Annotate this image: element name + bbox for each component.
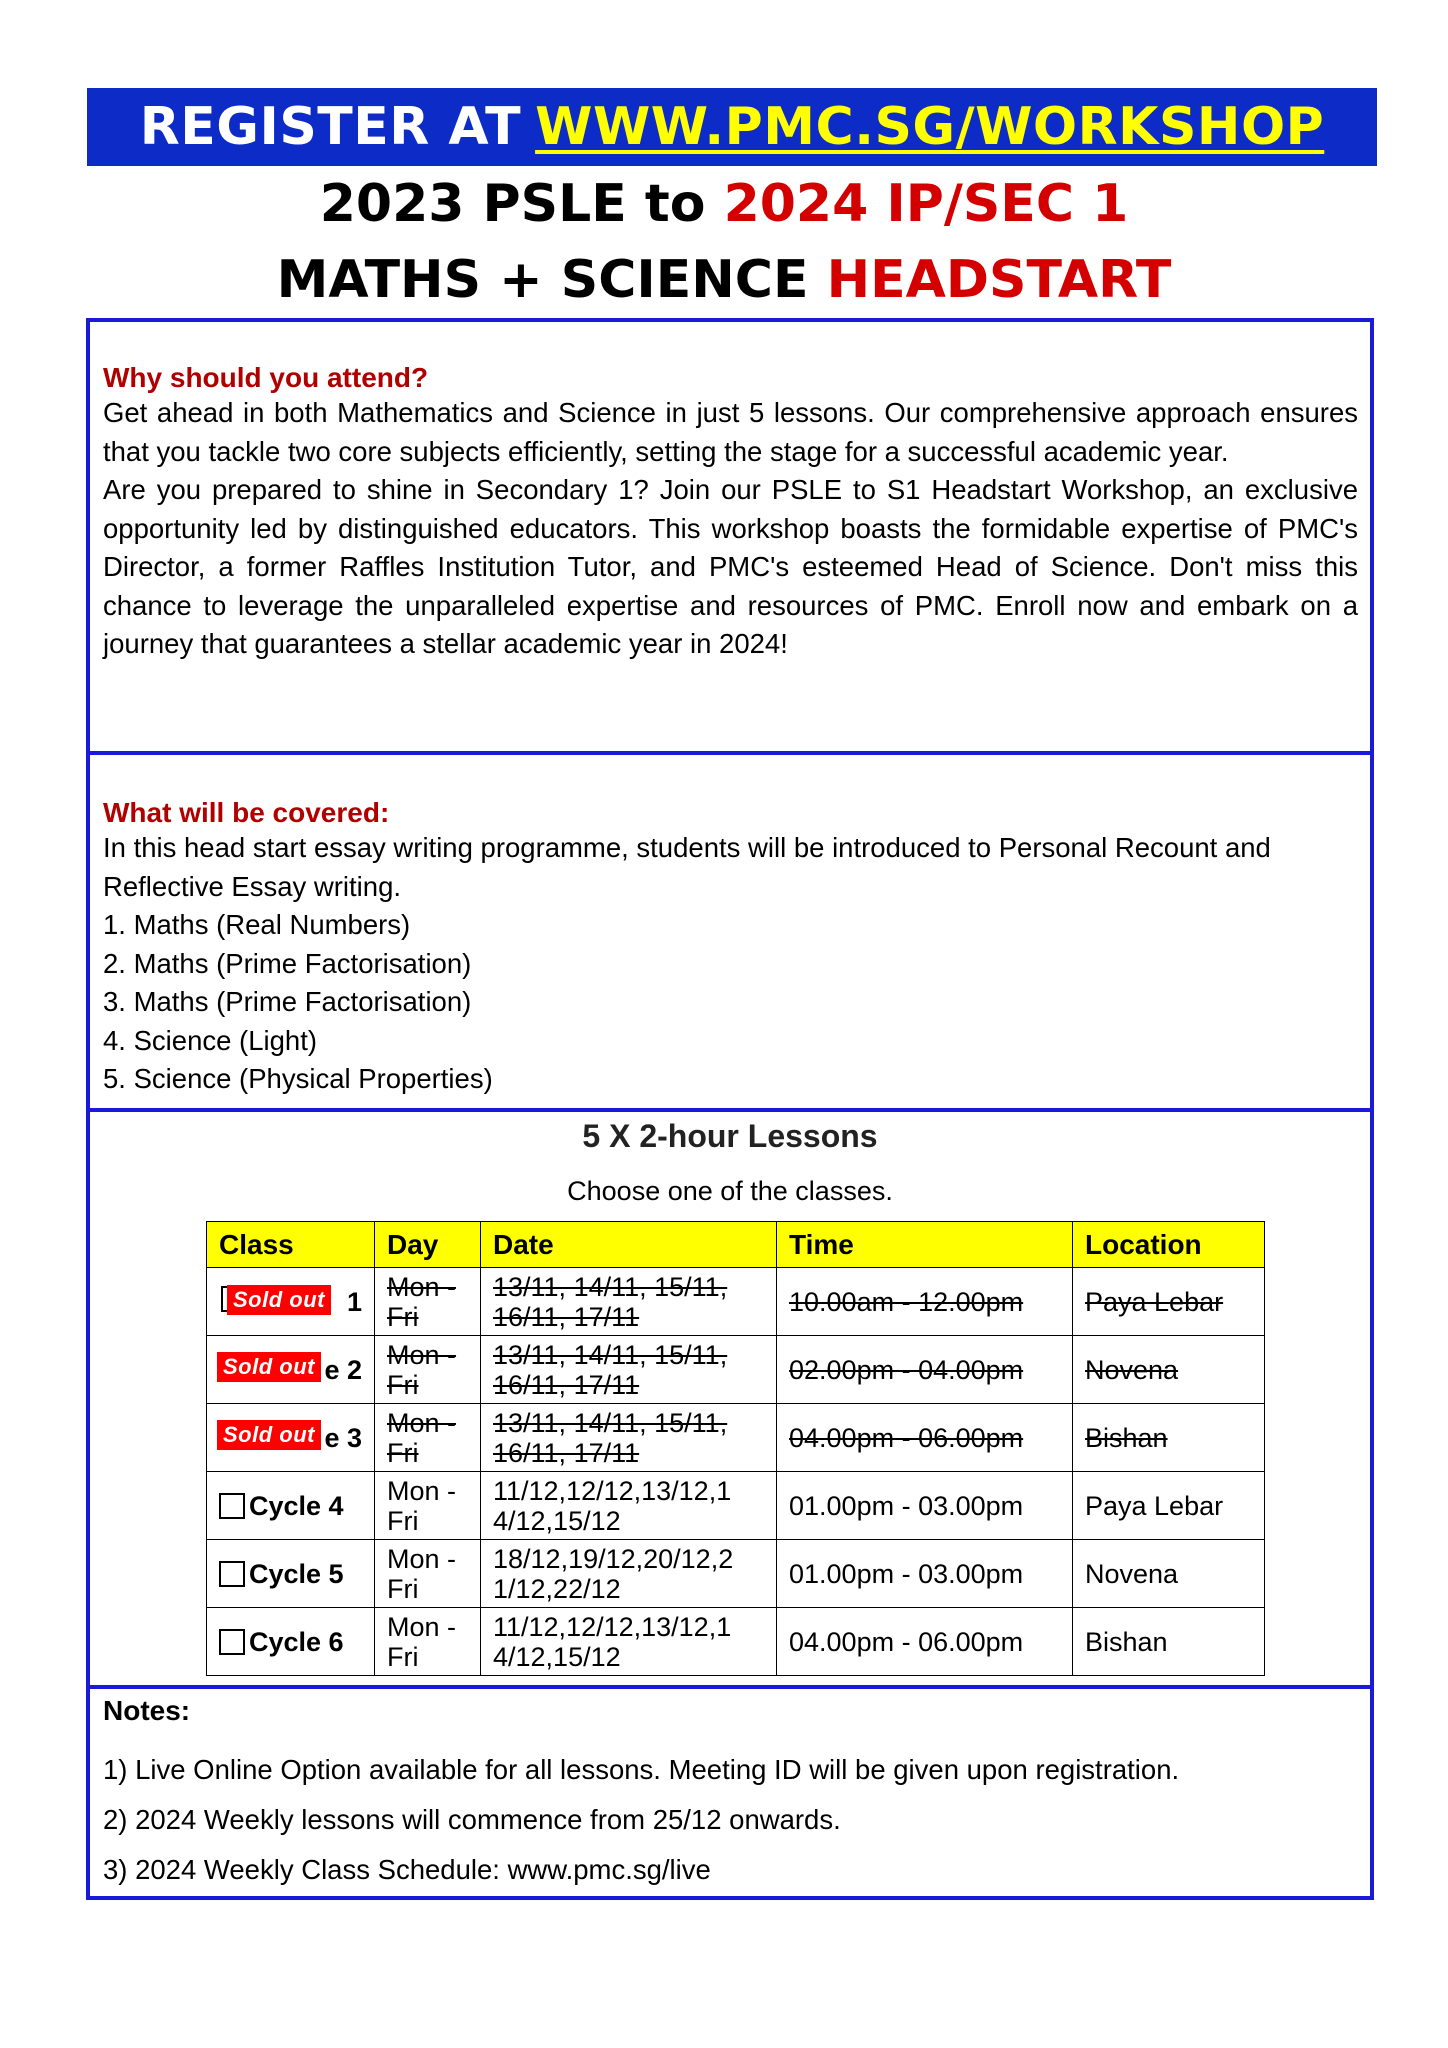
title-line-1-red: 2024 IP/SEC 1 — [723, 174, 1129, 234]
coverage-intro: In this head start essay writing programme, students will be introduced to Personal Recount and Reflective Essay writing. — [103, 832, 1271, 902]
date-cell: 18/12,19/12,20/12,2 1/12,22/12 — [481, 1540, 777, 1608]
note-item: 1) Live Online Option available for all lessons. Meeting ID will be given upon registration. — [103, 1754, 1180, 1785]
class-label: e 2 — [324, 1354, 362, 1385]
location-cell: Bishan — [1073, 1404, 1265, 1472]
table-row — [207, 1540, 1265, 1608]
coverage-item: 1. Maths (Real Numbers) — [103, 909, 411, 940]
coverage-item: 4. Science (Light) — [103, 1024, 317, 1056]
col-header-date: Date — [481, 1222, 777, 1268]
lessons-subtitle: Choose one of the classes. — [567, 1176, 893, 1206]
coverage-item: 2. Maths (Prime Factorisation) — [103, 947, 472, 979]
col-header-time: Time — [777, 1222, 1073, 1268]
schedule-table — [206, 1221, 1265, 1676]
note-item: 2) 2024 Weekly lessons will commence from 25/12 onwards. — [103, 1804, 841, 1835]
note-item: 3) 2024 Weekly Class Schedule: www.pmc.sg/live — [103, 1854, 711, 1885]
table-row — [207, 1268, 1265, 1336]
lessons-section — [86, 1108, 1374, 1689]
location-cell: Novena — [1073, 1540, 1265, 1608]
time-cell: 04.00pm - 06.00pm — [777, 1404, 1073, 1472]
coverage-item: 3. Maths (Prime Factorisation) — [103, 986, 472, 1017]
coverage-section — [86, 751, 1374, 1112]
class-cell[interactable] — [207, 1472, 375, 1540]
checkbox[interactable] — [219, 1629, 245, 1655]
date-cell: 13/11, 14/11, 15/11, 16/11, 17/11 — [481, 1404, 777, 1472]
day-cell: Mon - Fri — [375, 1336, 481, 1404]
col-header-location: Location — [1073, 1222, 1265, 1268]
title-line-1-black: 2023 PSLE to — [319, 174, 706, 234]
class-label: Cycle 6 — [249, 1626, 344, 1657]
class-cell[interactable] — [207, 1608, 375, 1676]
date-cell: 13/11, 14/11, 15/11, 16/11, 17/11 — [481, 1336, 777, 1404]
col-header-day: Day — [375, 1222, 481, 1268]
coverage-item: 5. Science (Physical Properties) — [103, 1063, 493, 1094]
time-cell: 01.00pm - 03.00pm — [777, 1472, 1073, 1540]
banner-prefix: REGISTER AT — [139, 97, 522, 157]
coverage-heading: What will be covered: — [103, 797, 390, 828]
checkbox[interactable] — [219, 1493, 245, 1519]
table-row — [207, 1404, 1265, 1472]
sold-out-badge: Sold out — [217, 1352, 321, 1382]
sold-out-badge: Sold out — [227, 1285, 331, 1315]
register-link[interactable]: WWW.PMC.SG/WORKSHOP — [535, 97, 1325, 157]
col-header-class: Class — [207, 1222, 375, 1268]
register-banner — [87, 88, 1377, 166]
class-label: Cycle 4 — [249, 1490, 344, 1521]
table-row — [207, 1608, 1265, 1676]
time-cell: 02.00pm - 04.00pm — [777, 1336, 1073, 1404]
page-title-line-1 — [0, 174, 1448, 234]
class-cell — [207, 1336, 375, 1404]
class-cell — [207, 1404, 375, 1472]
location-cell: Paya Lebar — [1073, 1472, 1265, 1540]
page-title-line-2 — [0, 250, 1448, 310]
day-cell: Mon - Fri — [375, 1540, 481, 1608]
table-row — [207, 1336, 1265, 1404]
why-attend-section — [86, 318, 1374, 755]
title-line-2-red: HEADSTART — [826, 250, 1172, 310]
class-label: Cycle 5 — [249, 1558, 344, 1589]
location-cell: Bishan — [1073, 1608, 1265, 1676]
date-cell: 11/12,12/12,13/12,1 4/12,15/12 — [481, 1472, 777, 1540]
notes-heading: Notes: — [103, 1695, 191, 1726]
table-header-row — [207, 1222, 1265, 1268]
title-line-2-black: MATHS + SCIENCE — [276, 250, 809, 310]
time-cell: 01.00pm - 03.00pm — [777, 1540, 1073, 1608]
why-attend-heading: Why should you attend? — [103, 362, 429, 393]
checkbox[interactable] — [219, 1561, 245, 1587]
why-attend-paragraph-1: Get ahead in both Mathematics and Science in just 5 lessons. Our comprehensive approach ensures that you tackle two core subjects efficiently, setting the stage for a successful academic year. — [103, 397, 1358, 467]
location-cell: Paya Lebar — [1073, 1268, 1265, 1336]
class-label: 1 — [346, 1286, 362, 1317]
table-row — [207, 1472, 1265, 1540]
class-cell[interactable] — [207, 1540, 375, 1608]
date-cell: 11/12,12/12,13/12,1 4/12,15/12 — [481, 1608, 777, 1676]
day-cell: Mon - Fri — [375, 1608, 481, 1676]
sold-out-badge: Sold out — [217, 1420, 321, 1450]
notes-section — [86, 1685, 1374, 1900]
location-cell: Novena — [1073, 1336, 1265, 1404]
day-cell: Mon - Fri — [375, 1404, 481, 1472]
date-cell: 13/11, 14/11, 15/11, 16/11, 17/11 — [481, 1268, 777, 1336]
day-cell: Mon - Fri — [375, 1268, 481, 1336]
why-attend-paragraph-2: Are you prepared to shine in Secondary 1? Join our PSLE to S1 Headstart Workshop, an exclusive opportunity led by distinguished educators. This workshop boasts the formidable expertise of PMC's Director, a former Raffles Institution Tutor, and PMC's esteemed Head of Science. Don't miss this chance to leverage the unparalleled expertise and resources of PMC. Enroll now and embark on a journey that guarantees a stellar academic year in 2024! — [103, 474, 1358, 659]
class-label: e 3 — [324, 1422, 362, 1453]
time-cell: 10.00am - 12.00pm — [777, 1268, 1073, 1336]
day-cell: Mon - Fri — [375, 1472, 481, 1540]
class-cell — [207, 1268, 375, 1336]
time-cell: 04.00pm - 06.00pm — [777, 1608, 1073, 1676]
lessons-title: 5 X 2-hour Lessons — [582, 1118, 878, 1154]
